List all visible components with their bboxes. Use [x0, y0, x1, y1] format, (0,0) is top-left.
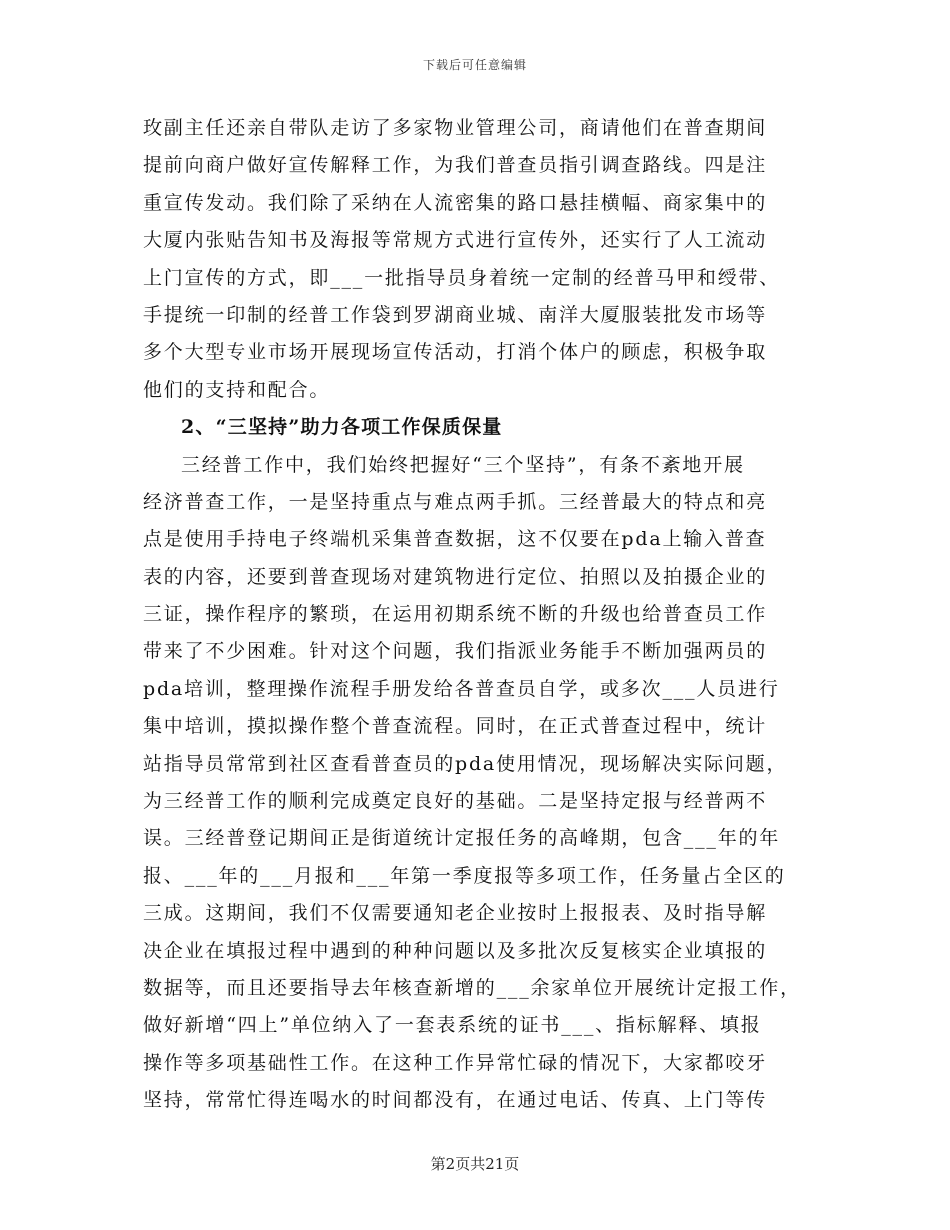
- page-number: 第2页共21页: [430, 1155, 520, 1173]
- body-line: 三证，操作程序的繁琐，在运用初期系统不断的升级也给普查员工作: [143, 603, 768, 626]
- body-line: 上门宣传的方式，即___一批指导员身着统一定制的经普马甲和绶带、: [143, 266, 781, 289]
- body-line: 决企业在填报过程中遇到的种种问题以及多批次反复核实企业填报的: [143, 939, 768, 962]
- body-line: 大厦内张贴告知书及海报等常规方式进行宣传外，还实行了人工流动: [143, 229, 768, 252]
- body-line: pda培训，整理操作流程手册发给各普查员自学，或多次___人员进行: [143, 677, 780, 700]
- document-body: [143, 110, 803, 1120]
- body-line: 三成。这期间，我们不仅需要通知老企业按时上报报表、及时指导解: [143, 902, 768, 925]
- body-line: 玫副主任还亲自带队走访了多家物业管理公司，商请他们在普查期间: [143, 117, 768, 139]
- body-line: 误。三经普登记期间正是街道统计定报任务的高峰期，包含___年的年: [143, 827, 781, 850]
- body-line: 带来了不少困难。针对这个问题，我们指派业务能手不断加强两员的: [143, 640, 768, 663]
- body-line: 站指导员常常到社区查看普查员的pda使用情况，现场解决实际问题，: [143, 752, 788, 775]
- body-line: 集中培训，摸拟操作整个普查流程。同时，在正式普查过程中，统计: [143, 715, 768, 738]
- body-line: 多个大型专业市场开展现场宣传活动，打消个体户的顾虑，积极争取: [143, 341, 768, 364]
- body-line: 手提统一印制的经普工作袋到罗湖商业城、南洋大厦服装批发市场等: [143, 303, 768, 326]
- body-line: 提前向商户做好宣传解释工作，为我们普查员指引调查路线。四是注: [143, 154, 768, 177]
- body-line: 数据等，而且还要指导去年核查新增的___余家单位开展统计定报工作，: [143, 976, 801, 999]
- section-heading: 2、“三坚持”助力各项工作保质保量: [181, 416, 503, 439]
- body-line: 为三经普工作的顺利完成奠定良好的基础。二是坚持定报与经普两不: [143, 790, 768, 813]
- body-line: 报、___年的___月报和___年第一季度报等多项工作，任务量占全区的: [143, 864, 786, 887]
- body-line: 重宣传发动。我们除了采纳在人流密集的路口悬挂横幅、商家集中的: [143, 191, 768, 214]
- body-line: 经济普查工作，一是坚持重点与难点两手抓。三经普最大的特点和亮: [143, 490, 768, 513]
- body-line: 坚持，常常忙得连喝水的时间都没有，在通过电话、传真、上门等传: [143, 1089, 768, 1112]
- body-line: 操作等多项基础性工作。在这种工作异常忙碌的情况下，大家都咬牙: [143, 1051, 768, 1074]
- body-line: 做好新增“四上”单位纳入了一套表系统的证书___、指标解释、填报: [143, 1014, 762, 1037]
- page-header: 下载后可任意编辑: [422, 58, 527, 72]
- body-line: 他们的支持和配合。: [143, 378, 331, 401]
- body-line: 表的内容，还要到普查现场对建筑物进行定位、拍照以及拍摄企业的: [143, 565, 768, 588]
- body-line: 点是使用手持电子终端机采集普查数据，这不仅要在pda上输入普查: [143, 528, 767, 551]
- body-line: 三经普工作中，我们始终把握好“三个坚持”，有条不紊地开展: [181, 453, 745, 476]
